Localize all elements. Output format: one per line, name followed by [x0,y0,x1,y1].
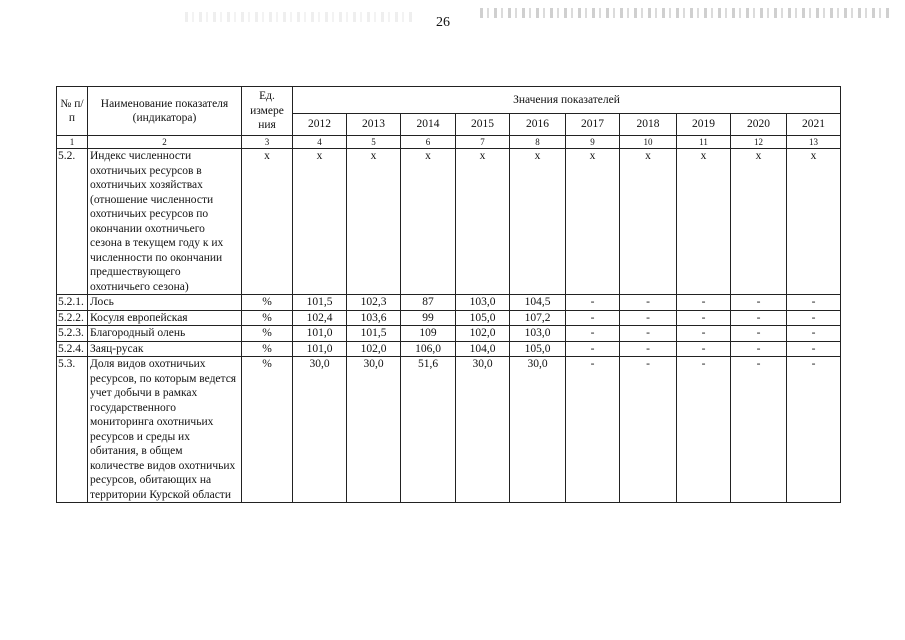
value-cell: - [731,310,787,326]
header-year: 2013 [347,114,401,136]
value-cell: - [566,341,620,357]
row-number: 5.2.1. [57,295,88,311]
value-cell: - [677,326,731,342]
value-cell: - [731,295,787,311]
value-cell: 104,5 [510,295,566,311]
value-cell: - [620,295,677,311]
header-unit: Ед. измере ния [242,87,293,136]
value-cell: - [677,310,731,326]
page-number: 26 [436,15,450,30]
unit-cell: % [242,326,293,342]
value-cell: - [620,326,677,342]
value-cell: x [787,149,841,295]
value-cell: x [620,149,677,295]
indicator-name: Благородный олень [88,326,242,342]
value-cell: 101,5 [293,295,347,311]
value-cell: - [620,310,677,326]
indicator-name: Индекс численности охотничьих ресурсов в охотничьих хозяйствах (отношение численности охотничьих ресурсов по окончании охотничьего сезона в текущем году к их численности по окончании предшествующего охотничьего сезона) [88,149,242,295]
header-year: 2016 [510,114,566,136]
value-cell: 101,5 [347,326,401,342]
value-cell: - [787,341,841,357]
table-row [57,295,841,311]
value-cell: 87 [401,295,456,311]
header-year: 2020 [731,114,787,136]
table-row [57,341,841,357]
column-number: 10 [620,136,677,149]
header-year: 2018 [620,114,677,136]
value-cell: - [787,310,841,326]
row-number: 5.2.4. [57,341,88,357]
value-cell: x [510,149,566,295]
value-cell: - [787,295,841,311]
header-year: 2021 [787,114,841,136]
scan-noise-left [185,12,415,22]
value-cell: - [677,295,731,311]
value-cell: - [677,341,731,357]
value-cell: - [566,295,620,311]
row-number: 5.2.3. [57,326,88,342]
value-cell: - [677,357,731,503]
value-cell: 103,0 [510,326,566,342]
table-row [57,310,841,326]
value-cell: 102,4 [293,310,347,326]
indicator-table [56,86,841,503]
table-row [57,326,841,342]
value-cell: x [566,149,620,295]
value-cell: 30,0 [510,357,566,503]
value-cell: - [620,357,677,503]
value-cell: - [787,357,841,503]
row-number: 5.3. [57,357,88,503]
header-year: 2017 [566,114,620,136]
value-cell: 103,6 [347,310,401,326]
unit-cell: % [242,295,293,311]
column-number: 11 [677,136,731,149]
value-cell: 101,0 [293,341,347,357]
value-cell: - [787,326,841,342]
value-cell: 109 [401,326,456,342]
value-cell: 30,0 [293,357,347,503]
row-number: 5.2. [57,149,88,295]
value-cell: x [347,149,401,295]
value-cell: 101,0 [293,326,347,342]
value-cell: - [731,341,787,357]
value-cell: 30,0 [347,357,401,503]
value-cell: - [566,357,620,503]
table-row [57,149,841,295]
column-number: 2 [88,136,242,149]
header-year: 2015 [456,114,510,136]
column-number: 4 [293,136,347,149]
value-cell: 102,3 [347,295,401,311]
value-cell: - [566,310,620,326]
column-number: 5 [347,136,401,149]
table-row [57,357,841,503]
value-cell: 51,6 [401,357,456,503]
row-number: 5.2.2. [57,310,88,326]
value-cell: 102,0 [347,341,401,357]
value-cell: - [731,326,787,342]
value-cell: x [677,149,731,295]
indicator-name: Заяц-русак [88,341,242,357]
header-values-group: Значения показателей [293,87,841,114]
value-cell: 102,0 [456,326,510,342]
column-number: 12 [731,136,787,149]
value-cell: x [456,149,510,295]
indicator-name: Косуля европейская [88,310,242,326]
unit-cell: % [242,310,293,326]
unit-cell: x [242,149,293,295]
value-cell: - [620,341,677,357]
value-cell: 105,0 [510,341,566,357]
value-cell: 30,0 [456,357,510,503]
value-cell: 107,2 [510,310,566,326]
value-cell: 103,0 [456,295,510,311]
value-cell: x [401,149,456,295]
value-cell: - [566,326,620,342]
indicator-name: Доля видов охотничьих ресурсов, по которым ведется учет добычи в рамках государственного мониторинга охотничьих ресурсов и среды их обитания, в общем количестве видов охотничьих ресурсов, обитающих на территории Курской области [88,357,242,503]
indicator-name: Лось [88,295,242,311]
value-cell: 99 [401,310,456,326]
column-number: 13 [787,136,841,149]
scan-noise-right [480,8,890,18]
column-number: 1 [57,136,88,149]
value-cell: - [731,357,787,503]
header-year: 2019 [677,114,731,136]
value-cell: 104,0 [456,341,510,357]
value-cell: x [731,149,787,295]
column-number: 3 [242,136,293,149]
header-year: 2014 [401,114,456,136]
value-cell: 105,0 [456,310,510,326]
unit-cell: % [242,357,293,503]
column-number: 6 [401,136,456,149]
header-num: № п/п [57,87,88,136]
column-number: 7 [456,136,510,149]
unit-cell: % [242,341,293,357]
column-number: 9 [566,136,620,149]
header-year: 2012 [293,114,347,136]
column-number: 8 [510,136,566,149]
value-cell: x [293,149,347,295]
value-cell: 106,0 [401,341,456,357]
header-indicator-name: Наименование показателя (индикатора) [88,87,242,136]
